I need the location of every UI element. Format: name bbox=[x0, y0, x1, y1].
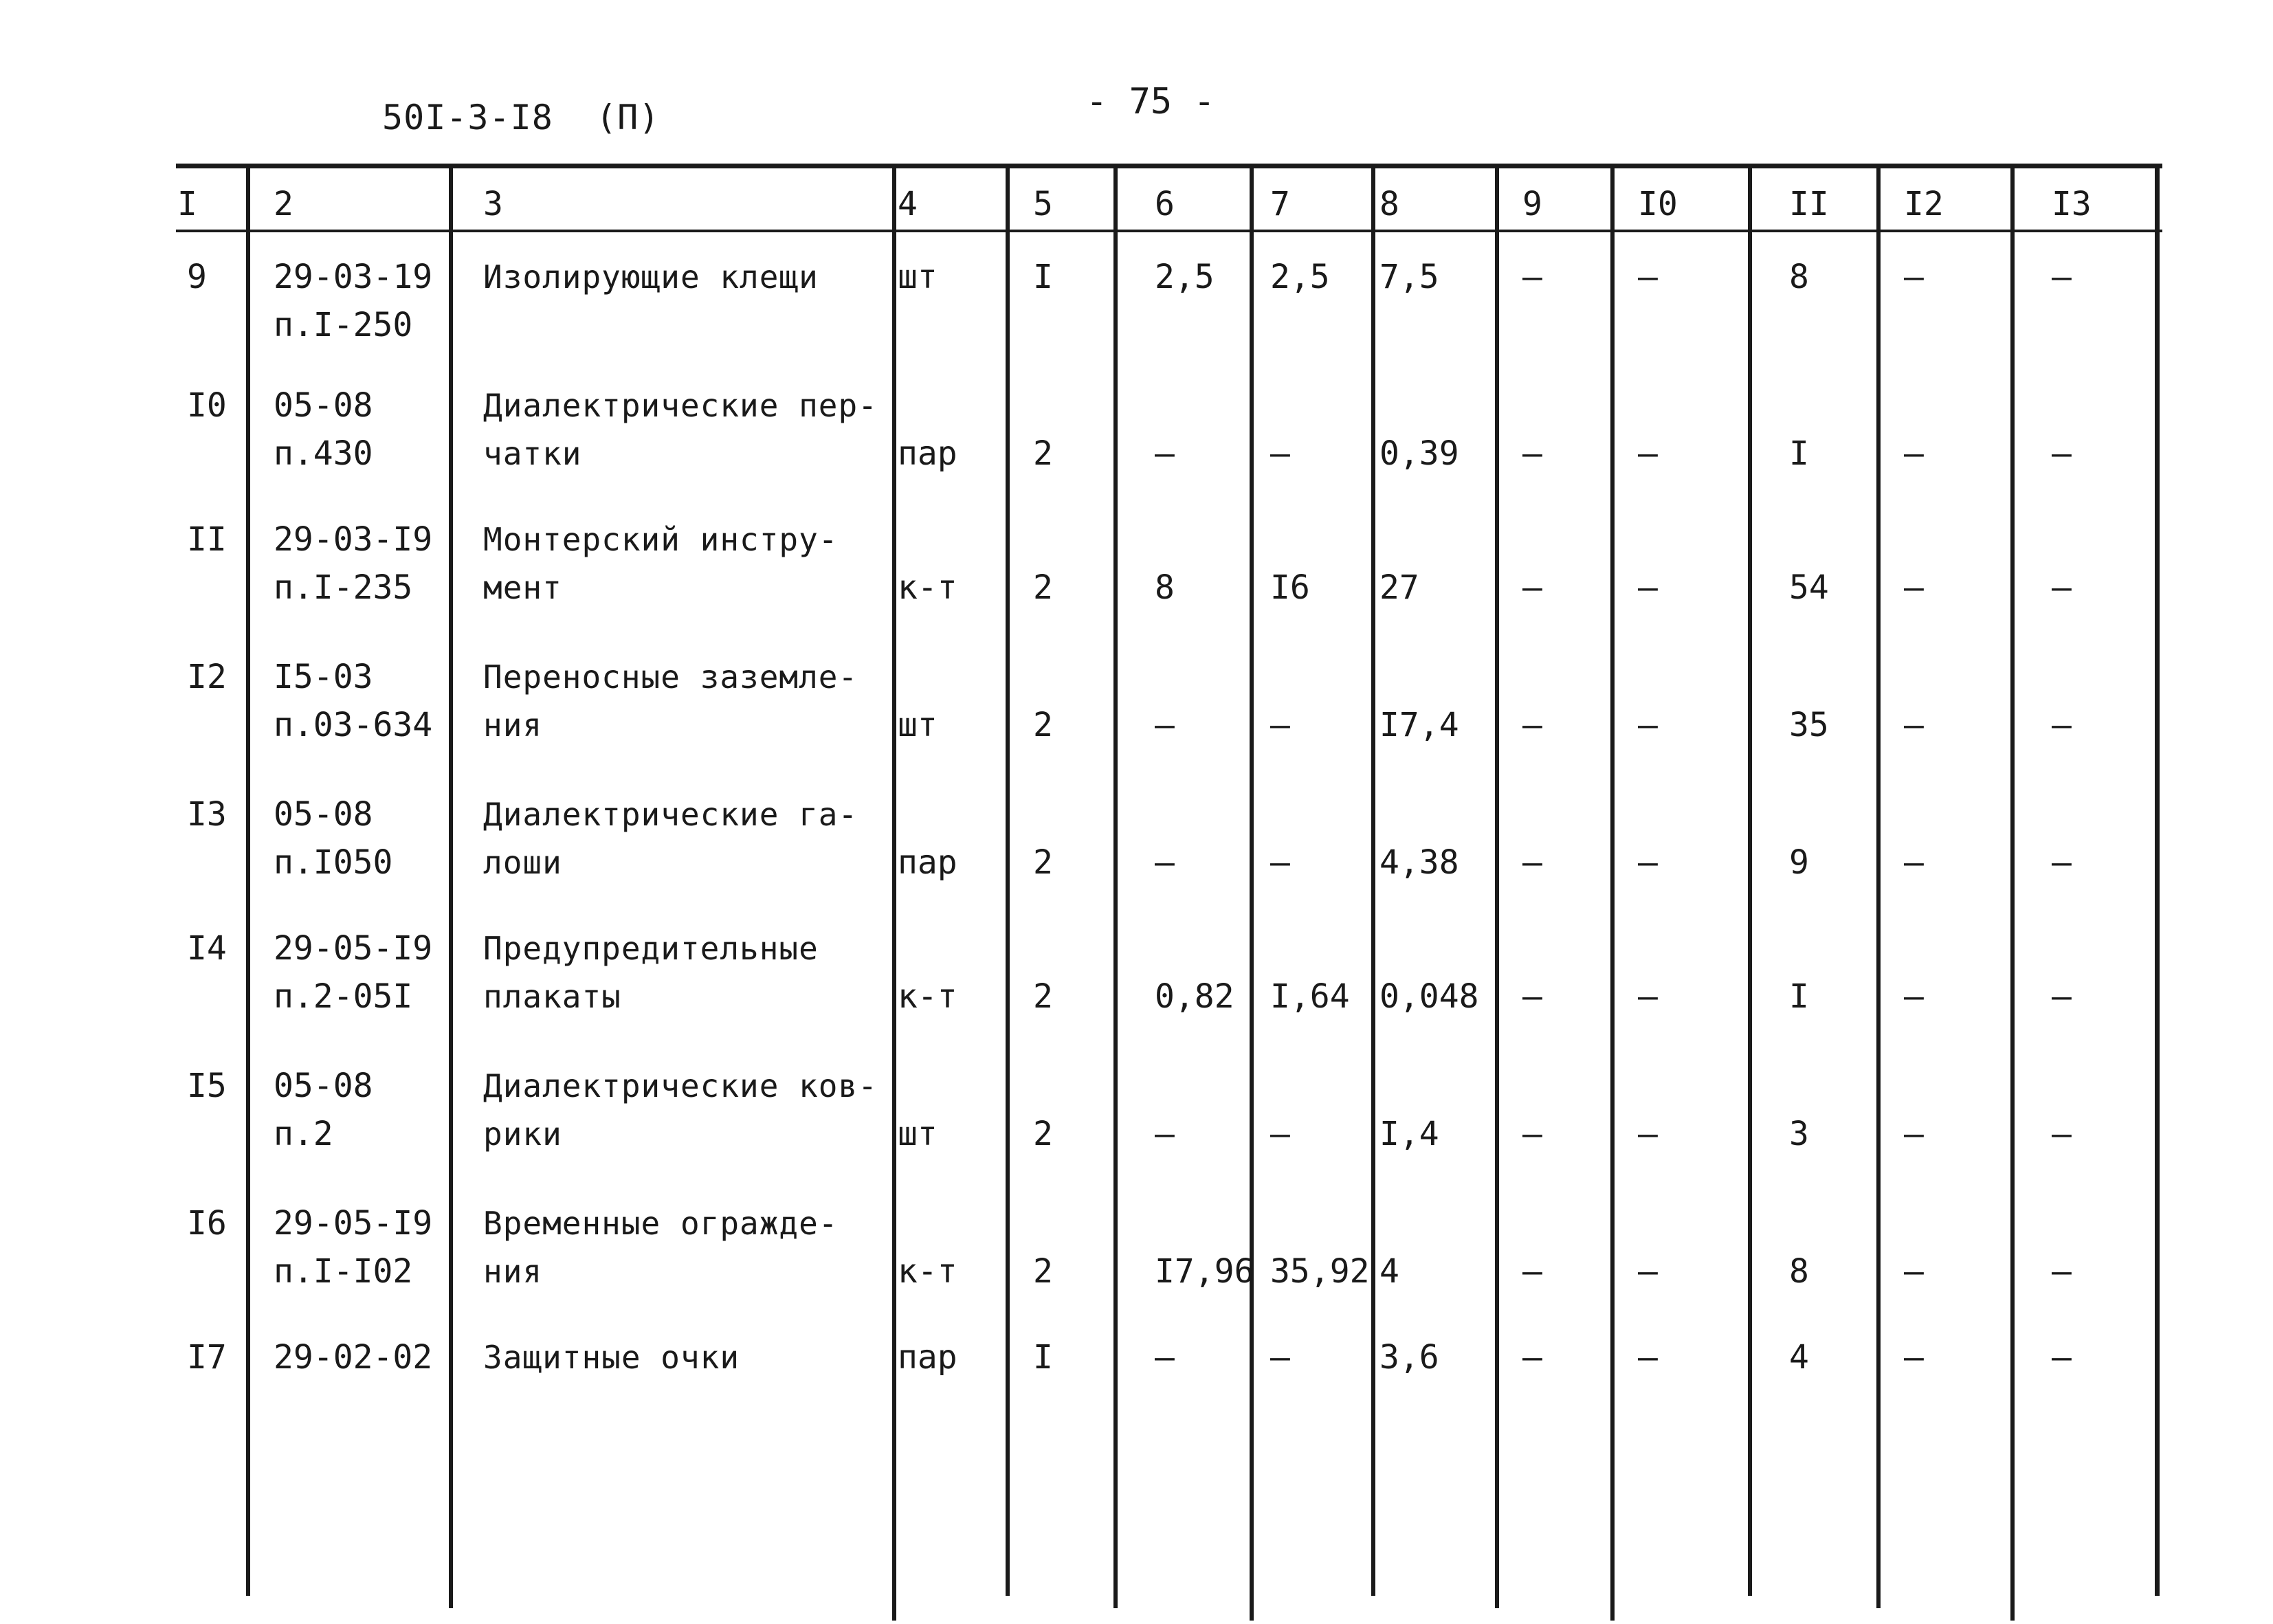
table-header-rule bbox=[176, 230, 2162, 232]
table-cell: пар bbox=[898, 434, 957, 473]
table-cell: I0 bbox=[187, 386, 227, 425]
column-rule bbox=[246, 166, 250, 1596]
column-rule bbox=[449, 166, 453, 1608]
table-cell: шт bbox=[898, 706, 938, 744]
table-cell: – bbox=[1638, 843, 1658, 882]
table-cell: Диалектрические га- лоши bbox=[483, 796, 858, 881]
table-cell: I bbox=[1033, 258, 1053, 296]
table-cell: 7,5 bbox=[1379, 258, 1439, 296]
table-cell: – bbox=[2052, 1338, 2072, 1377]
column-header: I0 bbox=[1638, 185, 1678, 223]
table-cell: 35 bbox=[1789, 706, 1829, 744]
column-header: 5 bbox=[1033, 185, 1053, 223]
table-cell: – bbox=[2052, 706, 2072, 744]
table-cell: I bbox=[1033, 1338, 1053, 1377]
column-header: I2 bbox=[1904, 185, 1944, 223]
table-cell: 05-08 п.2 bbox=[274, 1067, 373, 1153]
table-cell: I7 bbox=[187, 1338, 227, 1377]
table-cell: – bbox=[1904, 434, 1924, 473]
table-cell: I7,96 bbox=[1155, 1252, 1254, 1291]
table-cell: 35,92 bbox=[1270, 1252, 1370, 1291]
column-header: 3 bbox=[483, 185, 503, 223]
table-cell: I6 bbox=[187, 1204, 227, 1243]
table-cell: – bbox=[1522, 706, 1542, 744]
table-cell: – bbox=[1155, 843, 1175, 882]
table-cell: шт bbox=[898, 258, 938, 296]
table-cell: – bbox=[1522, 1338, 1542, 1377]
table-cell: – bbox=[2052, 1252, 2072, 1291]
table-cell: Предупредительные плакаты bbox=[483, 930, 819, 1015]
table-cell: – bbox=[1904, 1115, 1924, 1153]
table-cell: – bbox=[1904, 1252, 1924, 1291]
table-cell: – bbox=[1270, 843, 1290, 882]
column-rule bbox=[1876, 166, 1881, 1608]
table-cell: – bbox=[1638, 1115, 1658, 1153]
table-cell: – bbox=[1522, 258, 1542, 296]
table-cell: Временные огражде- ния bbox=[483, 1205, 839, 1290]
table-cell: – bbox=[1155, 1115, 1175, 1153]
table-cell: 8 bbox=[1789, 258, 1809, 296]
table-cell: – bbox=[2052, 977, 2072, 1016]
table-cell: – bbox=[1522, 1115, 1542, 1153]
table-cell: – bbox=[1155, 434, 1175, 473]
table-cell: – bbox=[1155, 1338, 1175, 1377]
table-cell: – bbox=[2052, 568, 2072, 607]
table-cell: – bbox=[1904, 843, 1924, 882]
table-cell: I,4 bbox=[1379, 1115, 1439, 1153]
column-header: I bbox=[177, 185, 197, 223]
table-cell: – bbox=[1155, 706, 1175, 744]
table-cell: 2 bbox=[1033, 434, 1053, 473]
column-rule bbox=[1371, 166, 1375, 1596]
table-cell: – bbox=[1638, 977, 1658, 1016]
table-cell: 29-05-I9 п.2-05I bbox=[274, 929, 433, 1016]
table-cell: 05-08 п.430 bbox=[274, 386, 373, 473]
table-cell: 3 bbox=[1789, 1115, 1809, 1153]
column-header: 2 bbox=[274, 185, 293, 223]
table-cell: – bbox=[1522, 568, 1542, 607]
table-cell: – bbox=[1904, 977, 1924, 1016]
table-cell: – bbox=[1270, 706, 1290, 744]
column-rule bbox=[1250, 166, 1254, 1621]
table-cell: – bbox=[2052, 1115, 2072, 1153]
column-rule bbox=[1113, 166, 1118, 1608]
table-cell: – bbox=[1522, 977, 1542, 1016]
table-cell: 4 bbox=[1789, 1338, 1809, 1377]
document-code: 50I-3-I8 (П) bbox=[382, 98, 661, 137]
column-header: II bbox=[1789, 185, 1829, 223]
table-cell: 2,5 bbox=[1270, 258, 1330, 296]
table-cell: 8 bbox=[1155, 568, 1175, 607]
table-cell: – bbox=[1522, 434, 1542, 473]
table-cell: – bbox=[2052, 843, 2072, 882]
table-cell: – bbox=[1522, 843, 1542, 882]
table-cell: – bbox=[1522, 1252, 1542, 1291]
table-cell: 27 bbox=[1379, 568, 1419, 607]
table-cell: – bbox=[1638, 1252, 1658, 1291]
table-cell: 2,5 bbox=[1155, 258, 1215, 296]
table-cell: I2 bbox=[187, 658, 227, 696]
table-cell: 29-03-I9 п.I-235 bbox=[274, 520, 433, 607]
column-rule bbox=[2155, 166, 2160, 1596]
table-cell: – bbox=[1638, 706, 1658, 744]
table-cell: Монтерский инстру- мент bbox=[483, 521, 839, 606]
table-cell: – bbox=[1270, 434, 1290, 473]
table-cell: 29-02-02 bbox=[274, 1338, 433, 1377]
table-cell: 29-05-I9 п.I-I02 bbox=[274, 1204, 433, 1291]
column-header: 8 bbox=[1379, 185, 1399, 223]
table-cell: Изолирующие клещи bbox=[483, 258, 819, 296]
table-cell: 0,82 bbox=[1155, 977, 1234, 1016]
table-cell: 2 bbox=[1033, 977, 1053, 1016]
table-cell: – bbox=[2052, 258, 2072, 296]
column-rule bbox=[2010, 166, 2015, 1621]
table-cell: Диалектрические пер- чатки bbox=[483, 387, 878, 472]
table-cell: 2 bbox=[1033, 568, 1053, 607]
table-cell: Диалектрические ков- рики bbox=[483, 1067, 878, 1153]
table-cell: I bbox=[1789, 434, 1809, 473]
table-cell: 0,048 bbox=[1379, 977, 1479, 1016]
column-header: 9 bbox=[1522, 185, 1542, 223]
table-cell: – bbox=[1904, 258, 1924, 296]
table-cell: – bbox=[1270, 1115, 1290, 1153]
table-cell: 4,38 bbox=[1379, 843, 1459, 882]
table-cell: I7,4 bbox=[1379, 706, 1459, 744]
table-cell: – bbox=[1638, 258, 1658, 296]
column-rule bbox=[1006, 166, 1010, 1596]
column-header: 7 bbox=[1270, 185, 1290, 223]
page-number: - 75 - bbox=[1086, 81, 1215, 122]
column-header: I3 bbox=[2052, 185, 2092, 223]
table-cell: 54 bbox=[1789, 568, 1829, 607]
table-cell: пар bbox=[898, 1338, 957, 1377]
table-cell: I bbox=[1789, 977, 1809, 1016]
table-cell: 2 bbox=[1033, 843, 1053, 882]
table-cell: – bbox=[1904, 1338, 1924, 1377]
table-cell: I3 bbox=[187, 795, 227, 834]
table-cell: Защитные очки bbox=[483, 1339, 740, 1376]
table-cell: к-т bbox=[898, 1252, 957, 1291]
table-cell: – bbox=[1904, 706, 1924, 744]
column-rule bbox=[892, 166, 896, 1621]
table-cell: – bbox=[2052, 434, 2072, 473]
column-header: 4 bbox=[898, 185, 918, 223]
table-cell: к-т bbox=[898, 977, 957, 1016]
table-top-rule bbox=[176, 164, 2162, 168]
table-cell: 4 bbox=[1379, 1252, 1399, 1291]
table-cell: 9 bbox=[1789, 843, 1809, 882]
table-cell: 8 bbox=[1789, 1252, 1809, 1291]
table-cell: – bbox=[1904, 568, 1924, 607]
table-cell: I4 bbox=[187, 929, 227, 968]
table-cell: 9 bbox=[187, 258, 207, 296]
table-cell: шт bbox=[898, 1115, 938, 1153]
table-cell: 05-08 п.I050 bbox=[274, 795, 393, 882]
table-cell: 2 bbox=[1033, 1252, 1053, 1291]
column-rule bbox=[1610, 166, 1615, 1621]
table-cell: I6 bbox=[1270, 568, 1310, 607]
table-cell: 29-03-19 п.I-250 bbox=[274, 258, 433, 344]
column-rule bbox=[1495, 166, 1499, 1608]
table-cell: I,64 bbox=[1270, 977, 1350, 1016]
table-cell: 0,39 bbox=[1379, 434, 1459, 473]
table-cell: пар bbox=[898, 843, 957, 882]
table-cell: 2 bbox=[1033, 706, 1053, 744]
table-cell: Переносные заземле- ния bbox=[483, 658, 858, 744]
table-cell: 3,6 bbox=[1379, 1338, 1439, 1377]
table-cell: – bbox=[1270, 1338, 1290, 1377]
table-cell: 2 bbox=[1033, 1115, 1053, 1153]
table-cell: – bbox=[1638, 434, 1658, 473]
column-rule bbox=[1748, 166, 1752, 1596]
table-cell: к-т bbox=[898, 568, 957, 607]
table-cell: – bbox=[1638, 568, 1658, 607]
table-cell: I5 bbox=[187, 1067, 227, 1105]
table-cell: II bbox=[187, 520, 227, 559]
column-header: 6 bbox=[1155, 185, 1175, 223]
table-cell: – bbox=[1638, 1338, 1658, 1377]
table-cell: I5-03 п.03-634 bbox=[274, 658, 433, 744]
